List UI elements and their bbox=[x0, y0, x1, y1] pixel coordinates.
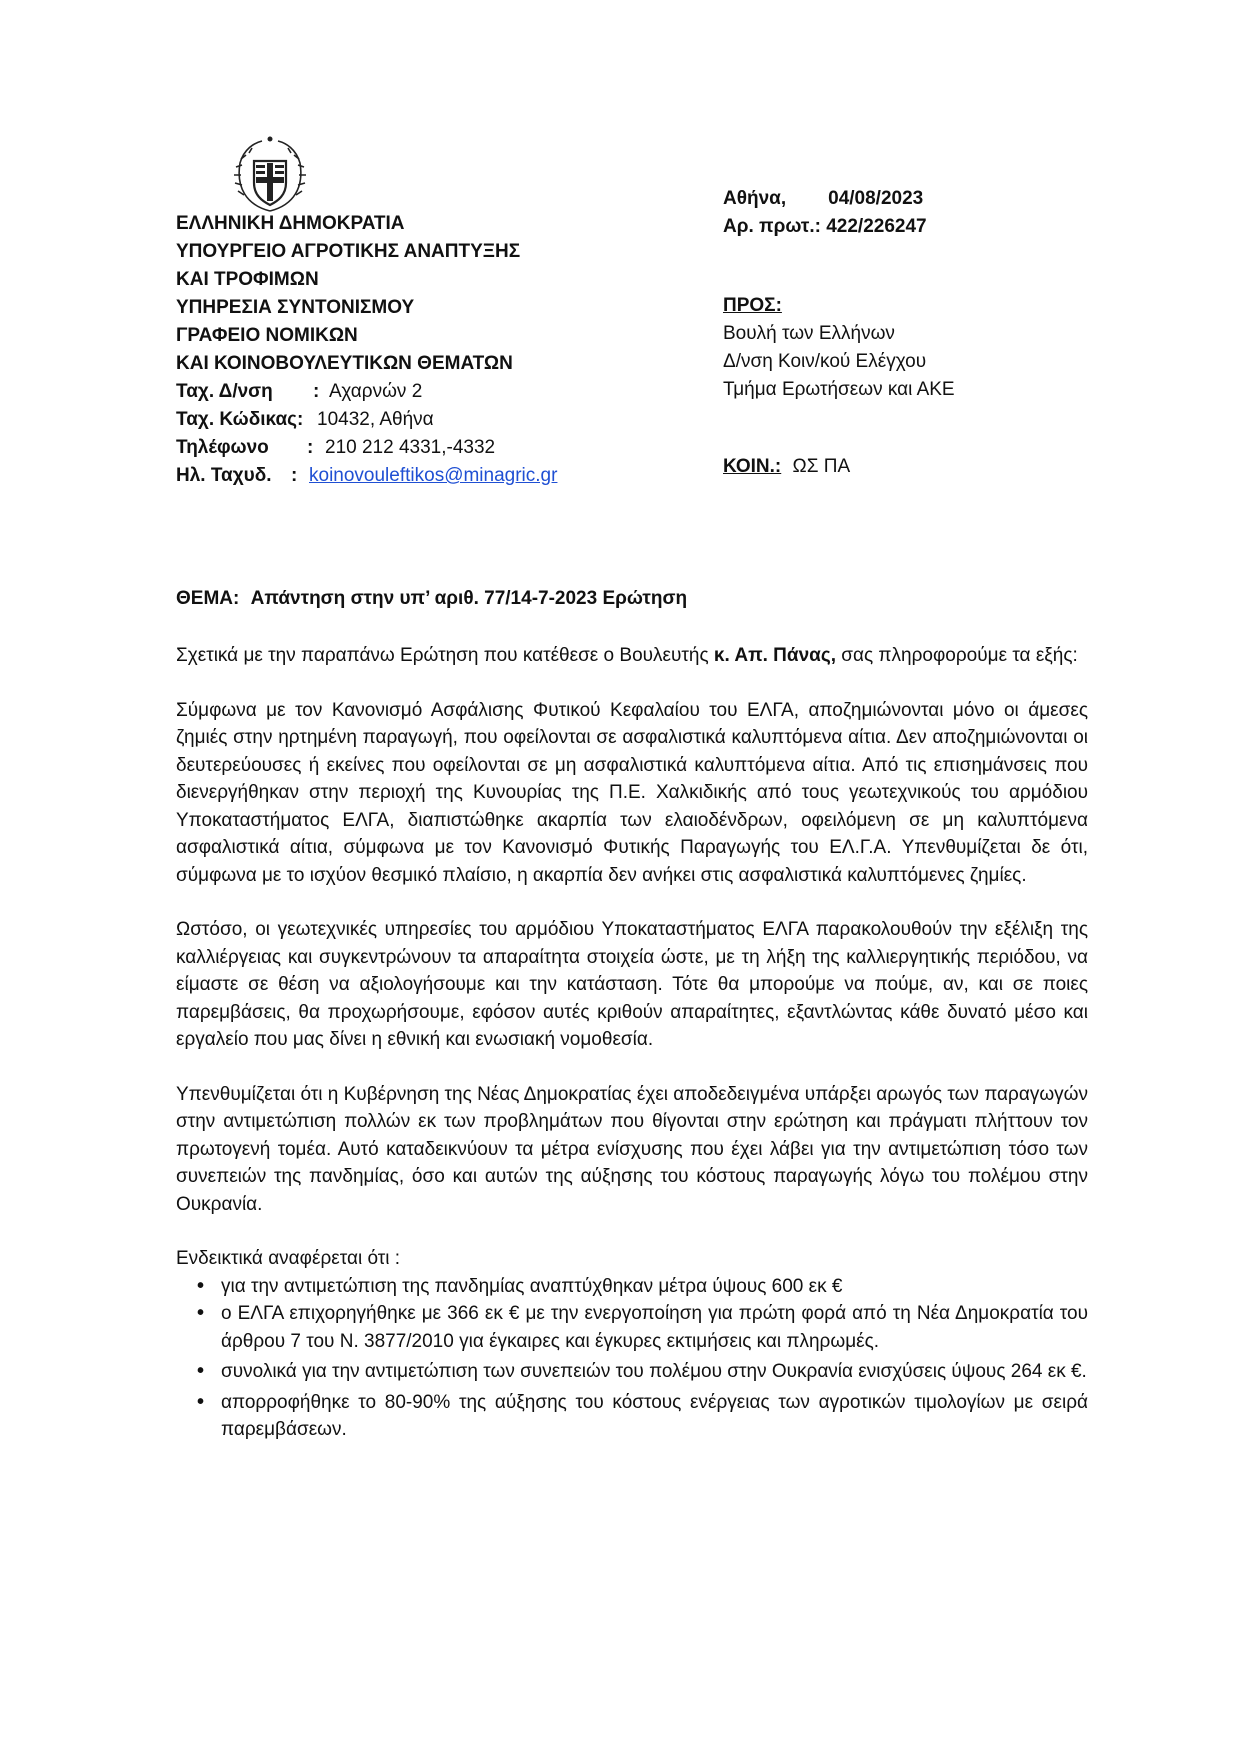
recipient-block bbox=[723, 292, 1143, 404]
list-item bbox=[176, 1273, 1088, 1301]
sender-line: ΚΑΙ ΚΟΙΝΟΒΟΥΛΕΥΤΙΚΩΝ ΘΕΜΑΤΩΝ bbox=[176, 353, 513, 374]
mp-name: κ. Απ. Πάνας, bbox=[713, 645, 836, 666]
document-meta bbox=[723, 185, 1143, 241]
sender-line: ΥΠΗΡΕΣΙΑ ΣΥΝΤΟΝΙΣΜΟΥ bbox=[176, 297, 415, 318]
letter-body bbox=[176, 642, 1088, 1444]
sender-line: ΕΛΛΗΝΙΚΗ ΔΗΜΟΚΡΑΤΙΑ bbox=[176, 213, 405, 234]
intro-paragraph bbox=[176, 642, 1088, 670]
contact-label: Ηλ. Ταχυδ. bbox=[176, 465, 272, 486]
subject-line bbox=[176, 585, 687, 613]
recipient-line: Τμήμα Ερωτήσεων και ΑΚΕ bbox=[723, 379, 955, 400]
sender-line: ΓΡΑΦΕΙΟ ΝΟΜΙΚΩΝ bbox=[176, 325, 358, 346]
contact-email bbox=[176, 462, 646, 490]
subject-text: Απάντηση στην υπ’ αριθ. 77/14-7-2023 Ερώτηση bbox=[250, 588, 688, 609]
protocol-label: Αρ. πρωτ.: bbox=[723, 216, 821, 237]
list-item-text: ο ΕΛΓΑ επιχορηγήθηκε με 366 εκ € με την ενεργοποίηση για πρώτη φορά από τη Νέα Δημοκρατία του άρθρου 7 του Ν. 3877/2010 για έγκαιρες και έγκυρες εκτιμήσεις και πληρωμές. bbox=[221, 1303, 1088, 1352]
recipient-heading: ΠΡΟΣ: bbox=[723, 295, 782, 316]
intro-text: Σχετικά με την παραπάνω Ερώτηση που κατέθεσε ο Βουλευτής bbox=[176, 645, 714, 666]
cc-value: ΩΣ ΠΑ bbox=[792, 456, 851, 477]
contact-value: 210 212 4331,-4332 bbox=[325, 437, 496, 458]
recipient-line: Δ/νση Κοιν/κού Ελέγχου bbox=[723, 351, 927, 372]
contact-sep: : bbox=[291, 465, 298, 486]
sender-block bbox=[176, 210, 646, 490]
list-item-text: συνολικά για την αντιμετώπιση των συνεπειών του πολέμου στην Ουκρανία ενισχύσεις ύψους 264 εκ €. bbox=[221, 1361, 1087, 1382]
protocol-number: 422/226247 bbox=[826, 216, 927, 237]
list-item bbox=[176, 1358, 1088, 1386]
paragraph-3: Υπενθυμίζεται ότι η Κυβέρνηση της Νέας Δημοκρατίας έχει αποδεδειγμένα υπάρξει αρωγός των παραγωγών στην αντιμετώπιση πολλών εκ των προβλημάτων που θίγονται στην ερώτηση και πράγματι πλήττουν τον πρωτογενή τομέα. Αυτό καταδεικνύουν τα μέτρα ενίσχυσης που έχει λάβει για την αντιμετώπιση τόσο των συνεπειών της πανδημίας, όσο και αυτών της αύξησης του κόστους παραγωγής λόγω του πολέμου στην Ουκρανία. bbox=[176, 1083, 1088, 1215]
measures-list bbox=[176, 1273, 1088, 1444]
list-item bbox=[176, 1389, 1088, 1444]
contact-sep: : bbox=[313, 381, 320, 402]
list-item-text: απορροφήθηκε το 80-90% της αύξησης του κόστους ενέργειας των αγροτικών τιμολογίων με σειρά παρεμβάσεων. bbox=[221, 1391, 1088, 1440]
contact-phone bbox=[176, 434, 646, 462]
contact-address bbox=[176, 378, 646, 406]
date: 04/08/2023 bbox=[828, 188, 924, 209]
contact-value: Αχαρνών 2 bbox=[329, 381, 423, 402]
list-item bbox=[176, 1300, 1088, 1355]
list-item-text: για την αντιμετώπιση της πανδημίας αναπτύχθηκαν μέτρα ύψους 600 εκ € bbox=[221, 1275, 843, 1297]
intro-text-end: σας πληροφορούμε τα εξής: bbox=[836, 645, 1078, 666]
contact-postal-code bbox=[176, 406, 646, 434]
contact-sep: : bbox=[307, 437, 314, 458]
contact-label: Τηλέφωνο bbox=[176, 437, 269, 458]
place: Αθήνα, bbox=[723, 188, 787, 209]
email-link[interactable]: koinovouleftikos@minagric.gr bbox=[309, 465, 558, 486]
list-intro: Ενδεικτικά αναφέρεται ότι : bbox=[176, 1248, 401, 1269]
paragraph-2: Ωστόσο, οι γεωτεχνικές υπηρεσίες του αρμόδιου Υποκαταστήματος ΕΛΓΑ παρακολουθούν την εξέλιξη της καλλιέργειας και συγκεντρώνουν τα απαραίτητα στοιχεία ώστε, με τη λήξη της καλλιεργητικής περιόδου, να είμαστε σε θέση να αξιολογήσουμε και την κατάσταση. Τότε θα μπορούμε να πούμε, αν, και σε ποιες παρεμβάσεις, θα προχωρήσουμε, εφόσον αυτές κριθούν απαραίτητες, εξαντλώντας κάθε δυνατό μέσο και εργαλείο που μας δίνει η εθνική και ενωσιακή νομοθεσία. bbox=[176, 919, 1088, 1050]
contact-label: Ταχ. Κώδικας: bbox=[176, 409, 304, 430]
contact-value: 10432, Αθήνα bbox=[317, 409, 434, 430]
sender-line: ΚΑΙ ΤΡΟΦΙΜΩΝ bbox=[176, 269, 319, 290]
recipient-line: Βουλή των Ελλήνων bbox=[723, 323, 895, 344]
protocol-line bbox=[723, 213, 1143, 241]
date-line bbox=[723, 185, 1143, 213]
subject-label: ΘΕΜΑ: bbox=[176, 588, 240, 609]
cc-heading: ΚΟΙΝ.: bbox=[723, 456, 782, 477]
paragraph-1: Σύμφωνα με τον Κανονισμό Ασφάλισης Φυτικού Κεφαλαίου του ΕΛΓΑ, αποζημιώνονται μόνο οι άμεσες ζημιές στην ηρτημένη παραγωγή, που οφείλονται σε ασφαλιστικά καλυπτόμενα αίτια. Δεν αποζημιώνονται οι δευτερεύουσες ή εκείνες που οφείλονται σε μη ασφαλιστικά καλυπτόμενα αίτια. Από τις επισημάνσεις που διενεργήθηκαν στην περιοχή της Κυνουρίας της Π.Ε. Χαλκιδικής από τους γεωτεχνικούς του αρμόδιου Υποκαταστήματος ΕΛΓΑ, διαπιστώθηκε ακαρπία των ελαιοδένδρων, οφειλόμενη σε μη καλυπτόμενα ασφαλιστικά αίτια, σύμφωνα με τον Κανονισμό Φυτικής Παραγωγής του ΕΛ.Γ.Α. Υπενθυμίζεται δε ότι, σύμφωνα με το ισχύον θεσμικό πλαίσιο, η ακαρπία δεν ανήκει στις ασφαλιστικά καλυπτόμενες ζημίες. bbox=[176, 699, 1088, 886]
sender-line: ΥΠΟΥΡΓΕΙΟ ΑΓΡΟΤΙΚΗΣ ΑΝΑΠΤΥΞΗΣ bbox=[176, 241, 521, 262]
greek-state-emblem-icon bbox=[232, 135, 308, 215]
contact-label: Ταχ. Δ/νση bbox=[176, 381, 273, 402]
cc-block bbox=[723, 453, 850, 481]
